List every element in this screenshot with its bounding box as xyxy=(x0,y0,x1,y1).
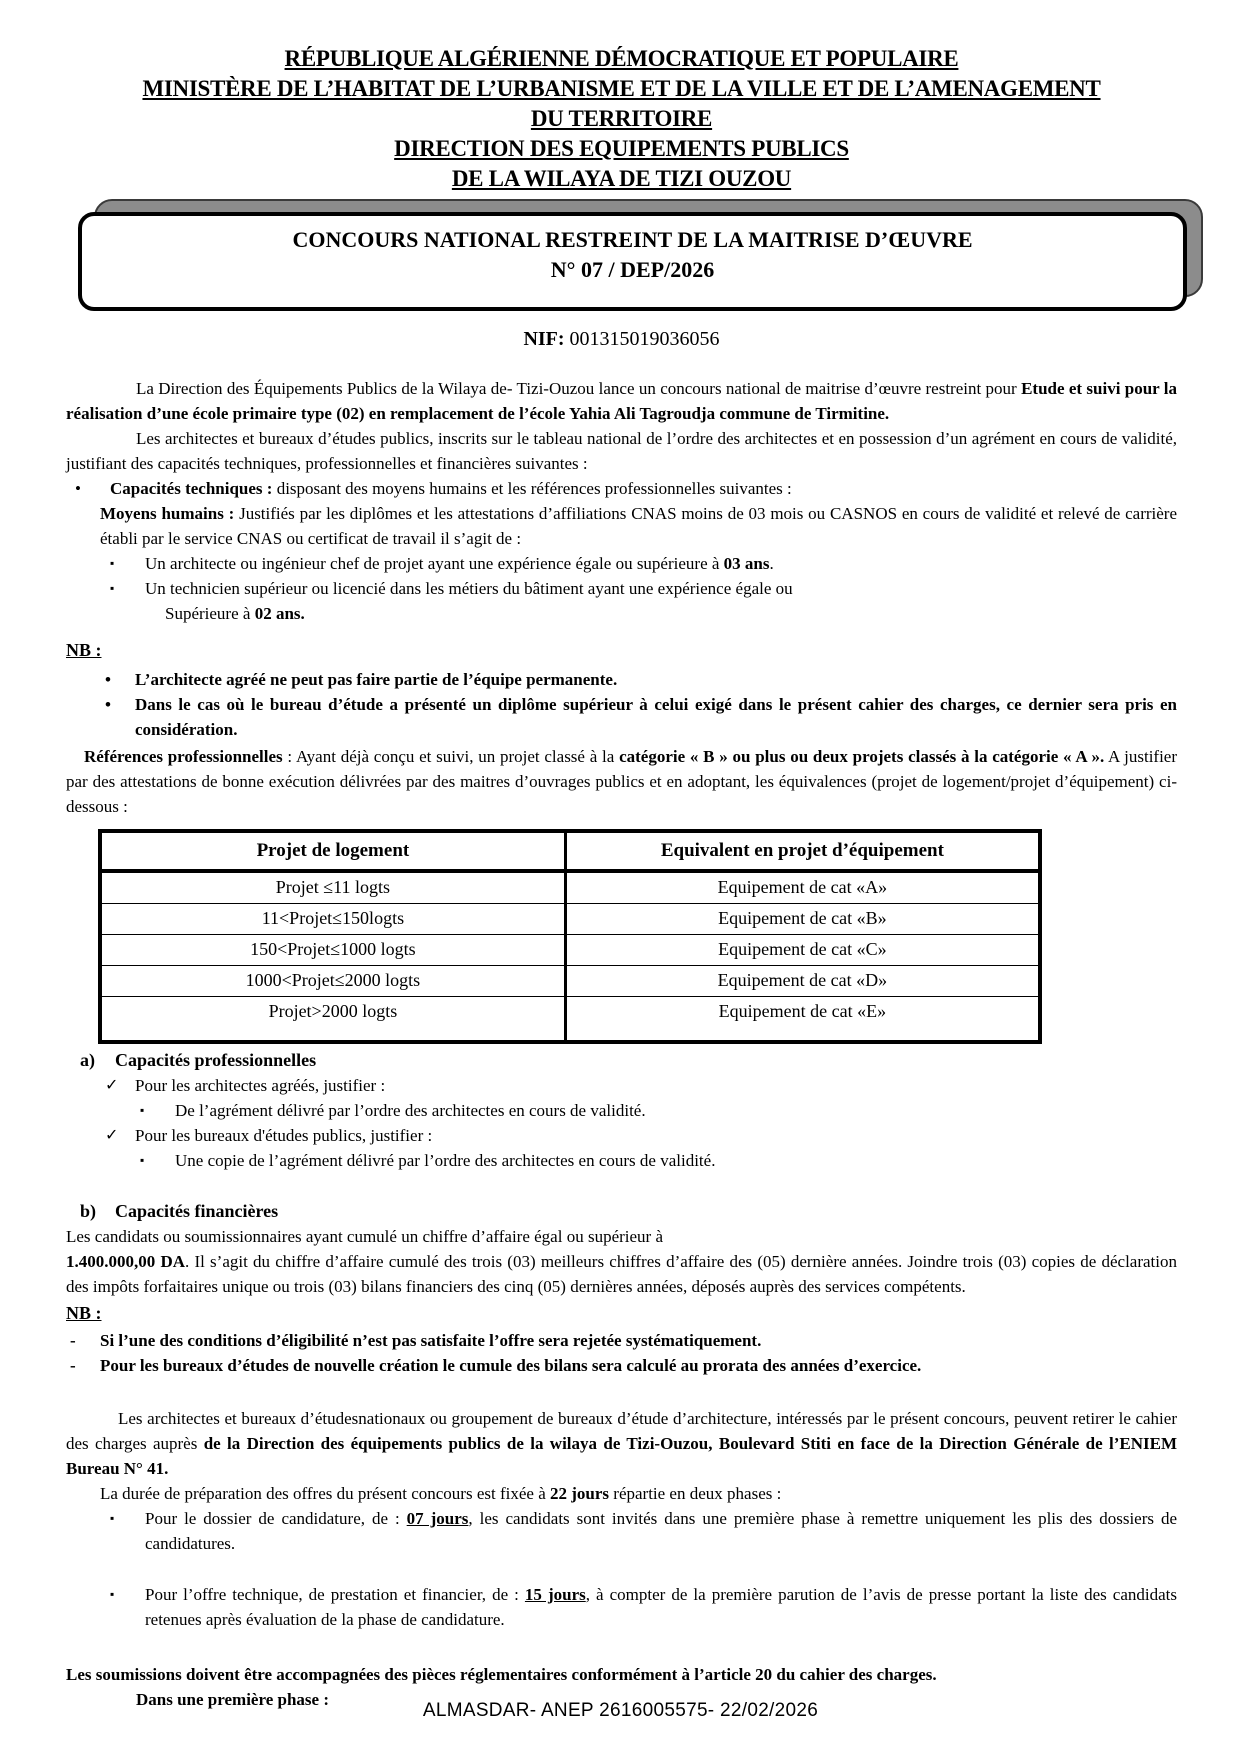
nb-title-1: NB : xyxy=(66,640,102,660)
header-republic-line: RÉPUBLIQUE ALGÉRIENNE DÉMOCRATIQUE ET POPULAIRE xyxy=(284,46,959,71)
bullet-icon: • xyxy=(105,695,111,714)
equivalence-table xyxy=(98,829,1042,1044)
square-bullet-icon: ▪ xyxy=(110,581,115,595)
footer-anep-reference: ALMASDAR- ANEP 2616005575- 22/02/2026 xyxy=(422,1700,819,1721)
check-bureaux-etudes: ✓ Pour les bureaux d'études publics, justifier : xyxy=(66,1123,1177,1148)
paragraph-finance-intro: Les candidats ou soumissionnaires ayant cumulé un chiffre d’affaire égal ou supérieur à xyxy=(66,1227,664,1246)
square-bullet-icon: ▪ xyxy=(110,556,115,570)
bullet-icon: • xyxy=(105,670,111,689)
sub-bullet-agrement: ▪ De l’agrément délivré par l’ordre des architectes en cours de validité. xyxy=(140,1098,1177,1123)
table-row: 11<Projet≤150logts Equipement de cat «B» xyxy=(100,904,1040,935)
square-bullet-icon: ▪ xyxy=(110,1587,115,1601)
section-a-heading: a) Capacités professionnelles xyxy=(66,1048,1177,1073)
paragraph-references: Références professionnelles : Ayant déjà conçu et suivi, un projet classé à la catégorie « B » ou plus ou deux projets classés à la catégorie « A ». A justifier par des attestations de bonne exécution délivrées par des maitres d’ouvrages publics et en adoptant, les équivalences (projet de logement/projet d’équipement) ci-dessous : xyxy=(66,747,1178,816)
nb-bullet-architecte-agree: • L’architecte agréé ne peut pas faire partie de l’équipe permanente. xyxy=(66,667,1177,692)
paragraph-finance-detail: 1.400.000,00 DA. Il s’agit du chiffre d’affaire cumulé des trois (03) meilleurs chiffres d’affaire des (05) dernière années. Joindre trois (03) copies de déclaration des impôts forfaitaires unique ou trois (03) bilans financiers des cinq (05) dernières années, déposés auprès des services compétents. xyxy=(66,1252,1177,1296)
table-header-row xyxy=(100,831,1040,871)
nif-line xyxy=(66,327,1177,352)
header-ministry-line: MINISTÈRE DE L’HABITAT DE L’URBANISME ET DE LA VILLE ET DE L’AMENAGEMENT xyxy=(142,76,1101,101)
dash-icon: - xyxy=(70,1331,76,1350)
a-marker: a) xyxy=(80,1050,95,1070)
header-wilaya-line: DE LA WILAYA DE TIZI OUZOU xyxy=(451,166,792,191)
sub-bullet-copie-agrement: ▪ Une copie de l’agrément délivré par l’ordre des architectes en cours de validité. xyxy=(140,1148,1177,1173)
section-b-heading: b) Capacités financières xyxy=(66,1199,1177,1224)
table-row: 1000<Projet≤2000 logts Equipement de cat «D» xyxy=(100,966,1040,997)
nb-title-2: NB : xyxy=(66,1303,102,1323)
table-row: Projet ≤11 logts Equipement de cat «A» xyxy=(100,871,1040,904)
paragraph-premiere-phase: Dans une première phase : xyxy=(136,1690,329,1709)
paragraph-moyens-humains: Moyens humains : Justifiés par les diplômes et les attestations d’affiliations CNAS moins de 03 mois ou CASNOS en cours de validité et relevé de carrière établi par le service CNAS ou certificat de travail il s’agit de : xyxy=(100,504,1178,548)
table-header-equipement: Equivalent en projet d’équipement xyxy=(565,831,1040,871)
document-header xyxy=(66,44,1177,194)
dash-eligibilite: - Si l’une des conditions d’éligibilité n’est pas satisfaite l’offre sera rejetée systématiquement. xyxy=(66,1328,1177,1353)
header-direction-line: DIRECTION DES EQUIPEMENTS PUBLICS xyxy=(394,136,849,161)
square-bullet-icon: ▪ xyxy=(140,1103,145,1117)
nif-value: 001315019036056 xyxy=(569,328,720,350)
table-header-logement: Projet de logement xyxy=(100,831,565,871)
table-row: Projet>2000 logts Equipement de cat «E» xyxy=(100,997,1040,1043)
sub-bullet-dossier-candidature: ▪ Pour le dossier de candidature, de : 07 jours, les candidats sont invités dans une première phase à remettre uniquement les plis des dossiers de candidatures. xyxy=(110,1506,1177,1556)
b-marker: b) xyxy=(80,1201,97,1221)
paragraph-soumissions: Les soumissions doivent être accompagnées des pièces réglementaires conformément à l’article 20 du cahier des charges. xyxy=(66,1665,937,1684)
check-architectes-agrees: ✓ Pour les architectes agréés, justifier : xyxy=(66,1073,1177,1098)
bullet-capacites-techniques: • Capacités techniques : disposant des moyens humains et les références professionnelles suivantes : xyxy=(66,476,1177,501)
square-bullet-icon: ▪ xyxy=(110,1511,115,1525)
check-icon: ✓ xyxy=(105,1127,119,1144)
notice-number: N° 07 / DEP/2026 xyxy=(550,257,715,282)
notice-title: CONCOURS NATIONAL RESTREINT DE LA MAITRISE D’ŒUVRE xyxy=(292,227,973,252)
nif-label: NIF: xyxy=(523,328,565,350)
check-icon: ✓ xyxy=(105,1077,119,1094)
square-bullet-icon: ▪ xyxy=(140,1153,145,1167)
sub-bullet-technicien: ▪ Un technicien supérieur ou licencié dans les métiers du bâtiment ayant une expérience égale ou xyxy=(110,576,1177,601)
dash-nouvelle-creation: - Pour les bureaux d’études de nouvelle création le cumule des bilans sera calculé au prorata des années d’exercice. xyxy=(66,1353,1177,1378)
header-territory-line: DU TERRITOIRE xyxy=(530,106,713,131)
paragraph-duree: La durée de préparation des offres du présent concours est fixée à 22 jours répartie en deux phases : xyxy=(100,1484,782,1503)
dash-icon: - xyxy=(70,1356,76,1375)
sub-bullet-architecte: ▪ Un architecte ou ingénieur chef de projet ayant une expérience égale ou supérieure à 03 ans. xyxy=(110,551,1177,576)
paragraph-retrait-cahier: Les architectes et bureaux d’étudesnationaux ou groupement de bureaux d’étude d’architecture, intéressés par le présent concours, peuvent retirer le cahier des charges auprès de la Direction des équipements publics de la wilaya de Tizi-Ouzou, Boulevard Stiti en face de la Direction Générale de l’ENIEM Bureau N° 41. xyxy=(66,1409,1177,1478)
bullet-icon: • xyxy=(75,479,81,498)
nb-bullet-diplome-superieur: • Dans le cas où le bureau d’étude a présenté un diplôme supérieur à celui exigé dans le présent cahier des charges, ce dernier sera pris en considération. xyxy=(66,692,1177,742)
paragraph-superieure: Supérieure à 02 ans. xyxy=(165,604,305,623)
notice-box xyxy=(78,212,1187,311)
paragraph-intro: La Direction des Équipements Publics de la Wilaya de- Tizi-Ouzou lance un concours national de maitrise d’œuvre restreint pour Etude et suivi pour la réalisation d’une école primaire type (02) en remplacement de l’école Yahia Ali Tagroudja commune de Tirmitine. xyxy=(66,379,1177,423)
paragraph-eligibility: Les architectes et bureaux d’études publics, inscrits sur le tableau national de l’ordre des architectes et en possession d’un agrément en cours de validité, justifiant des capacités techniques, professionnelles et financières suivantes : xyxy=(66,429,1177,473)
sub-bullet-offre-technique: ▪ Pour l’offre technique, de prestation et financier, de : 15 jours, à compter de la première parution de l’avis de presse portant la liste des candidats retenues après évaluation de la phase de candidature. xyxy=(110,1582,1177,1632)
notice-box-frame xyxy=(78,212,1187,311)
table-row: 150<Projet≤1000 logts Equipement de cat «C» xyxy=(100,935,1040,966)
